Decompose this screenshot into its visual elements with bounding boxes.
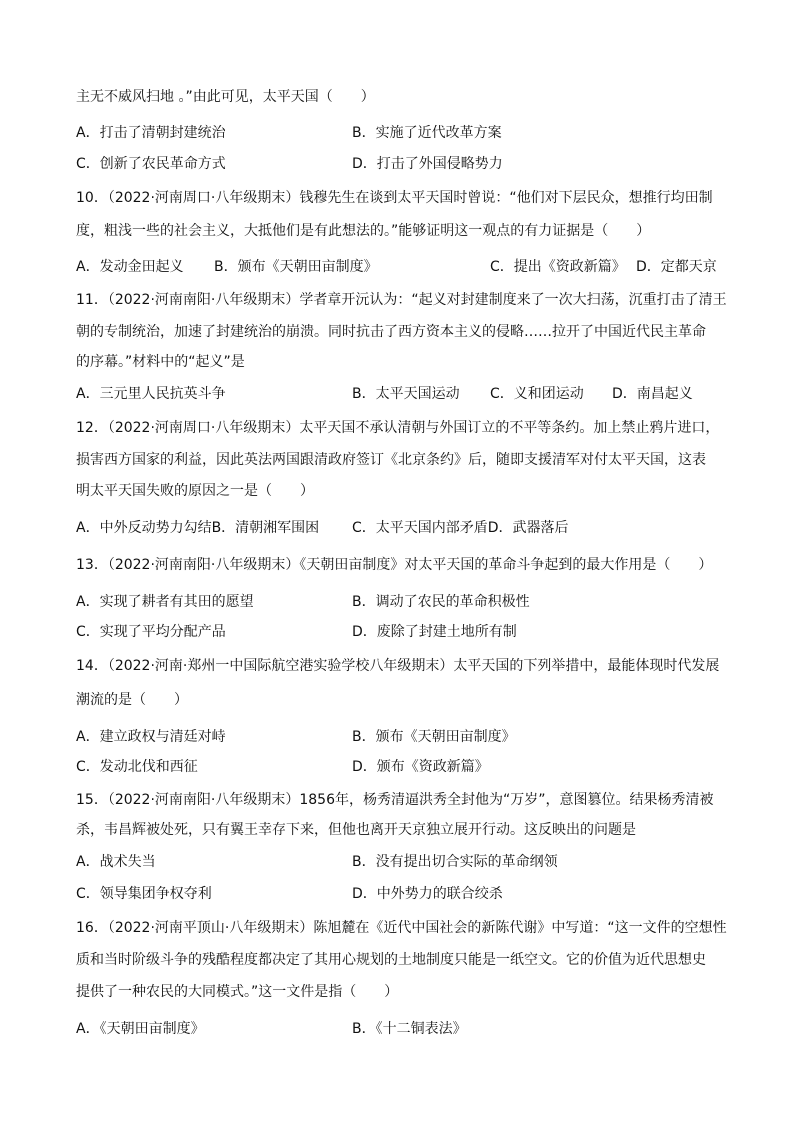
q12-option-ab: A．中外反动势力勾结B．清朝湘军围困 [76,520,320,536]
q13-option-d: D．废除了封建土地所有制 [352,624,517,640]
question-11-stem-cont-1: 朝的专制统治，加速了封建统治的崩溃。同时抗击了西方资本主义的侵略……拉开了中国近代民主革命 [76,324,706,340]
q13-option-b: B．调动了农民的革命积极性 [352,594,530,610]
q11-option-a: A．三元里人民抗英斗争 [76,386,226,402]
q11-option-d: D．南昌起义 [612,386,693,402]
question-14-stem-cont: 潮流的是（ ） [76,692,188,708]
q13-option-c: C．实现了平均分配产品 [76,624,226,640]
q10-option-a: A．发动金田起义 [76,259,184,275]
q10-option-c: C．提出《资政新篇》 [490,259,626,275]
q15-option-b: B．没有提出切合实际的革命纲领 [352,854,558,870]
question-11-stem: 11．（2022·河南南阳·八年级期末）学者章开沅认为：“起义对封建制度来了一次大扫荡，沉重打击了清王 [76,292,727,308]
q9-option-d: D．打击了外国侵略势力 [352,156,503,172]
q11-option-c: C．义和团运动 [490,386,584,402]
question-9-stem-end: 主无不威风扫地 。”由此可见，太平天国（ ） [76,89,375,105]
q14-option-a: A．建立政权与清廷对峙 [76,729,226,745]
question-10-stem-cont: 度，粗浅一些的社会主义，大抵他们是有此想法的。”能够证明这一观点的有力证据是（ ） [76,223,651,239]
question-12-stem-cont-2: 明太平天国失败的原因之一是（ ） [76,483,314,499]
q15-option-c: C．领导集团争权夺利 [76,886,212,902]
q10-option-d: D．定都天京 [636,259,717,275]
question-13-stem: 13．（2022·河南南阳·八年级期末）《天朝田亩制度》对太平天国的革命斗争起到的最大作用是（ ） [76,557,713,573]
question-12-stem: 12．（2022·河南周口·八年级期末）太平天国不承认清朝与外国订立的不平等条约。加上禁止鸦片进口， [76,420,720,436]
q16-option-b: B．《十二铜表法》 [352,1021,467,1037]
q14-option-c: C．发动北伐和西征 [76,759,198,775]
q15-option-a: A．战术失当 [76,854,156,870]
q15-option-d: D．中外势力的联合绞杀 [352,886,503,902]
question-12-stem-cont-1: 损害西方国家的利益，因此英法两国跟清政府签订《北京条约》后，随即支援清军对付太平天国，这表 [76,452,706,468]
q11-option-b: B．太平天国运动 [352,386,460,402]
question-16-stem-cont-2: 提供了一种农民的大同模式。”这一文件是指（ ） [76,984,399,1000]
q9-option-a: A．打击了清朝封建统治 [76,125,226,141]
question-16-stem-cont-1: 质和当时阶级斗争的残酷程度都决定了其用心规划的土地制度只能是一纸空文。它的价值为近代思想史 [76,952,706,968]
question-15-stem: 15．（2022·河南南阳·八年级期末）1856年，杨秀清逼洪秀全封他为“万岁”，意图篡位。结果杨秀清被 [76,792,714,808]
q13-option-a: A．实现了耕者有其田的愿望 [76,594,254,610]
q9-option-b: B．实施了近代改革方案 [352,125,502,141]
q14-option-d: D．颁布《资政新篇》 [352,759,489,775]
q12-option-cd: C．太平天国内部矛盾D．武器落后 [352,520,569,536]
question-11-stem-cont-2: 的序幕。”材料中的“起义”是 [76,354,245,370]
question-10-stem: 10．（2022·河南周口·八年级期末）钱穆先生在谈到太平天国时曾说：“他们对下层民众，想推行均田制 [76,190,713,206]
question-16-stem: 16．（2022·河南平顶山·八年级期末）陈旭麓在《近代中国社会的新陈代谢》中写道：“这一文件的空想性 [76,920,727,936]
q9-option-c: C．创新了农民革命方式 [76,156,226,172]
q16-option-a: A．《天朝田亩制度》 [76,1021,205,1037]
question-15-stem-cont: 杀，韦昌辉被处死，只有翼王幸存下来，但他也离开天京独立展开行动。这反映出的问题是 [76,822,636,838]
q10-option-b: B．颁布《天朝田亩制度》 [214,259,378,275]
question-14-stem: 14．（2022·河南·郑州一中国际航空港实验学校八年级期末）太平天国的下列举措中，最能体现时代发展 [76,658,720,674]
q14-option-b: B．颁布《天朝田亩制度》 [352,729,516,745]
